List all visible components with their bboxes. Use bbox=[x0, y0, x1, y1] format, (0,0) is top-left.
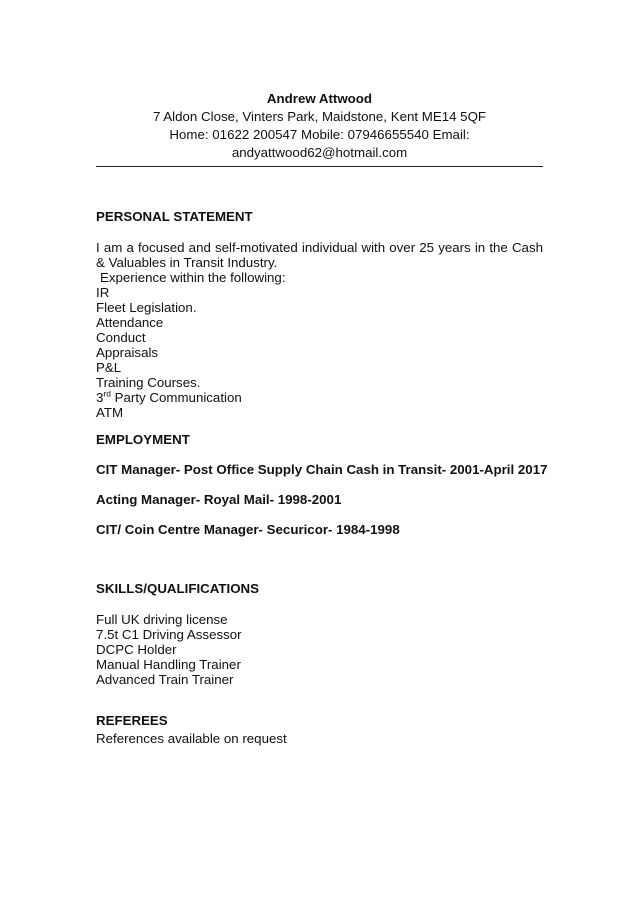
statement-summary: I am a focused and self-motivated individual with over 25 years in the Cash & Valuables in Transit Industry. bbox=[96, 240, 543, 270]
skill-item: Manual Handling Trainer bbox=[96, 657, 241, 672]
experience-item: ATM bbox=[96, 405, 124, 420]
address-line: 7 Aldon Close, Vinters Park, Maidstone, Kent ME14 5QF bbox=[152, 109, 487, 124]
employment-entry: Acting Manager- Royal Mail- 1998-2001 bbox=[96, 492, 342, 507]
third-party-prefix: 3 bbox=[96, 390, 104, 405]
personal-statement-heading: PERSONAL STATEMENT bbox=[96, 209, 253, 224]
skill-item: Full UK driving license bbox=[96, 612, 228, 627]
employment-entry: CIT Manager- Post Office Supply Chain Cash in Transit- 2001-April 2017 bbox=[96, 462, 548, 477]
experience-item: IR bbox=[96, 285, 110, 300]
employment-entry: CIT/ Coin Centre Manager- Securicor- 1984-1998 bbox=[96, 522, 400, 537]
contact-line: Home: 01622 200547 Mobile: 07946655540 Email: bbox=[169, 127, 470, 142]
experience-item: Training Courses. bbox=[96, 375, 201, 390]
referees-heading: REFEREES bbox=[96, 713, 168, 728]
experience-item: Fleet Legislation. bbox=[96, 300, 197, 315]
candidate-name: Andrew Attwood bbox=[266, 91, 373, 106]
skill-item: DCPC Holder bbox=[96, 642, 177, 657]
experience-item: Appraisals bbox=[96, 345, 159, 360]
email-line: andyattwood62@hotmail.com bbox=[231, 145, 408, 160]
skills-heading: SKILLS/QUALIFICATIONS bbox=[96, 581, 260, 596]
personal-statement-body bbox=[96, 240, 543, 420]
header-divider bbox=[96, 166, 543, 167]
skill-item: Advanced Train Trainer bbox=[96, 672, 234, 687]
third-party-superscript: rd bbox=[103, 388, 111, 399]
experience-item-third-party bbox=[96, 390, 543, 405]
experience-item: P&L bbox=[96, 360, 122, 375]
cv-header bbox=[96, 90, 543, 162]
referees-line: References available on request bbox=[96, 731, 287, 746]
experience-item: Attendance bbox=[96, 315, 164, 330]
experience-item: Conduct bbox=[96, 330, 146, 345]
experience-intro: Experience within the following: bbox=[100, 270, 286, 285]
skills-list bbox=[96, 612, 543, 687]
employment-heading: EMPLOYMENT bbox=[96, 432, 190, 447]
third-party-rest: Party Communication bbox=[110, 390, 242, 405]
skill-item: 7.5t C1 Driving Assessor bbox=[96, 627, 242, 642]
referees-text bbox=[96, 731, 543, 746]
